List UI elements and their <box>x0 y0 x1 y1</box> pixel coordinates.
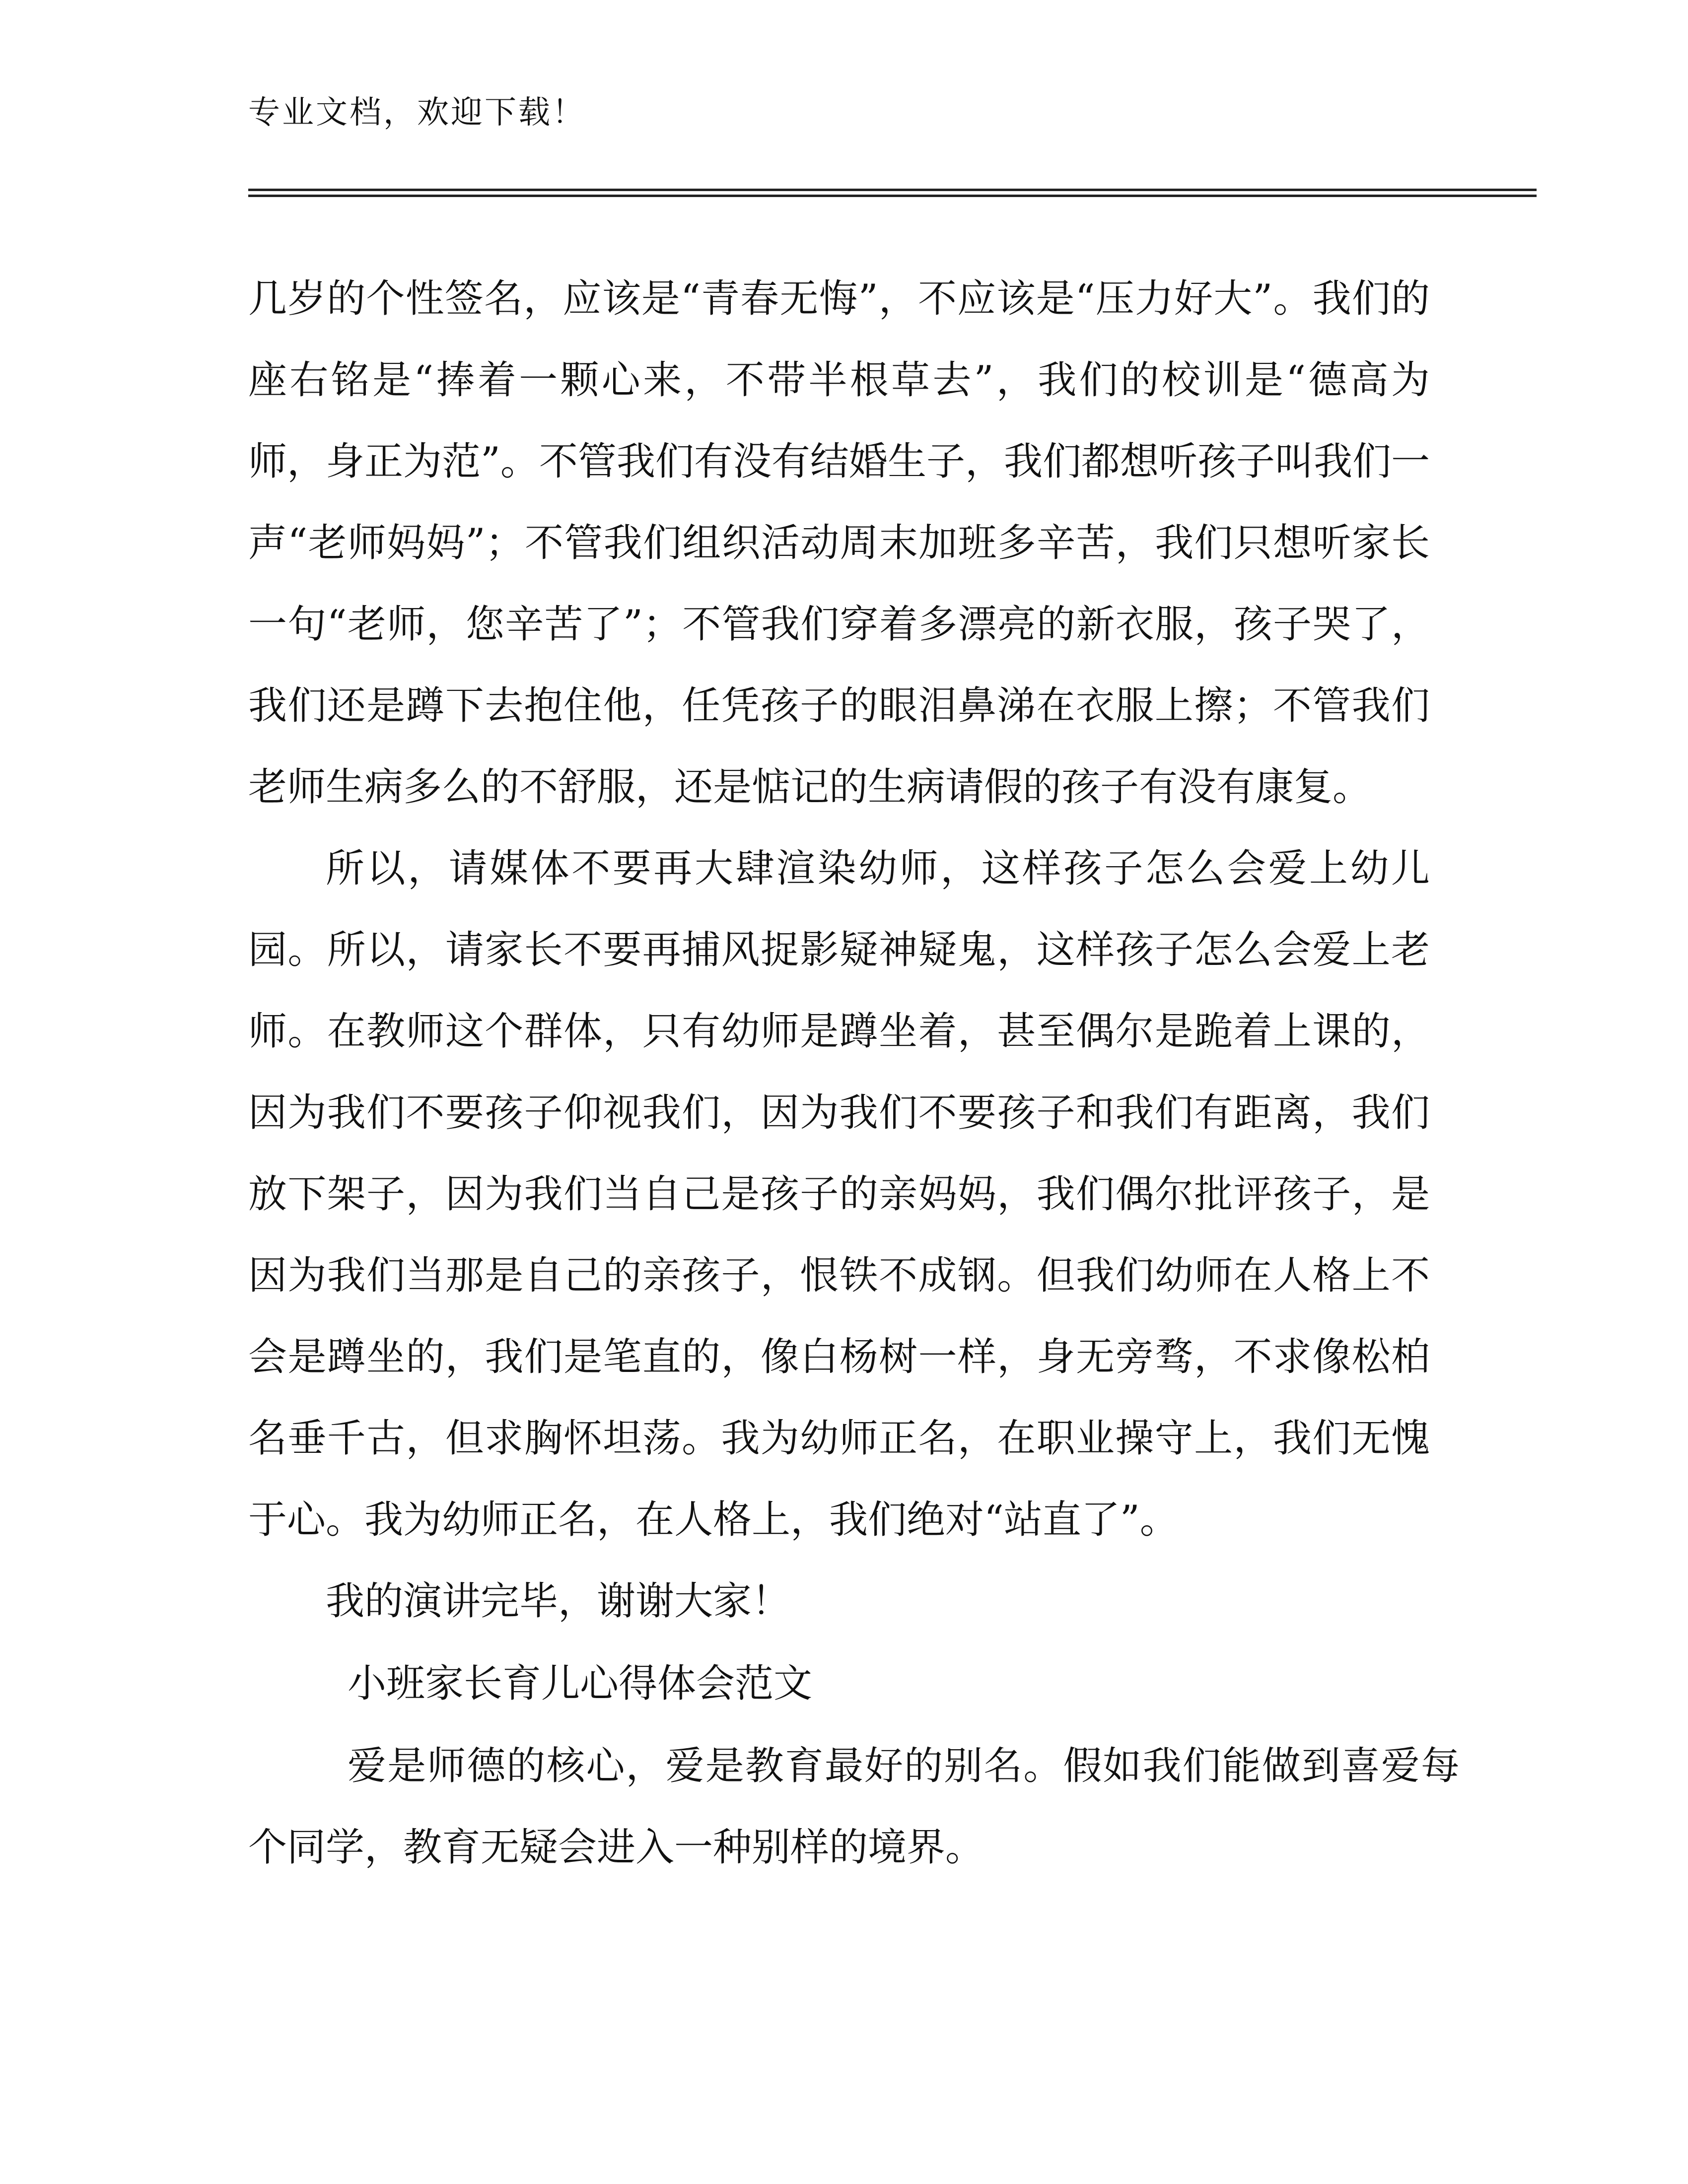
document-body <box>248 258 1460 1888</box>
paragraph-3: 我的演讲完毕，谢谢大家！ <box>326 1579 791 1624</box>
header-rule-bottom <box>248 195 1537 197</box>
paragraph-1: 几岁的个性签名，应该是“青春无悔”，不应该是“压力好大”。我们的座右铭是“捧着一颗心来，不带半根草去”，我们的校训是“德高为师，身正为范”。不管我们有没有结婚生子，我们都想听孩子叫我们一声“老师妈妈”；不管我们组织活动周末加班多辛苦，我们只想听家长一句“老师，您辛苦了”；不管我们穿着多漂亮的新衣服，孩子哭了，我们还是蹲下去抱住他，任凭孩子的眼泪鼻涕在衣服上擦；不管我们老师生病多么的不舒服，还是惦记的生病请假的孩子有没有康复。 <box>248 276 1430 810</box>
section-title: 小班家长育儿心得体会范文 <box>348 1661 813 1706</box>
header-rule-top <box>248 189 1537 191</box>
paragraph-4: 爱是师德的核心，爱是教育最好的别名。假如我们能做到喜爱每个同学，教育无疑会进入一种别样的境界。 <box>248 1744 1460 1870</box>
page-header: 专业文档，欢迎下载！ <box>248 94 586 131</box>
paragraph-2: 所以，请媒体不要再大肆渲染幼师，这样孩子怎么会爱上幼儿园。所以，请家长不要再捕风捉影疑神疑鬼，这样孩子怎么会爱上老师。在教师这个群体，只有幼师是蹲坐着，甚至偶尔是跪着上课的，因为我们不要孩子仰视我们，因为我们不要孩子和我们有距离，我们放下架子，因为我们当自己是孩子的亲妈妈，我们偶尔批评孩子，是因为我们当那是自己的亲孩子，恨铁不成钢。但我们幼师在人格上不会是蹲坐的，我们是笔直的，像白杨树一样，身无旁骛，不求像松柏名垂千古，但求胸怀坦荡。我为幼师正名，在职业操守上，我们无愧于心。我为幼师正名，在人格上，我们绝对“站直了”。 <box>248 846 1430 1542</box>
